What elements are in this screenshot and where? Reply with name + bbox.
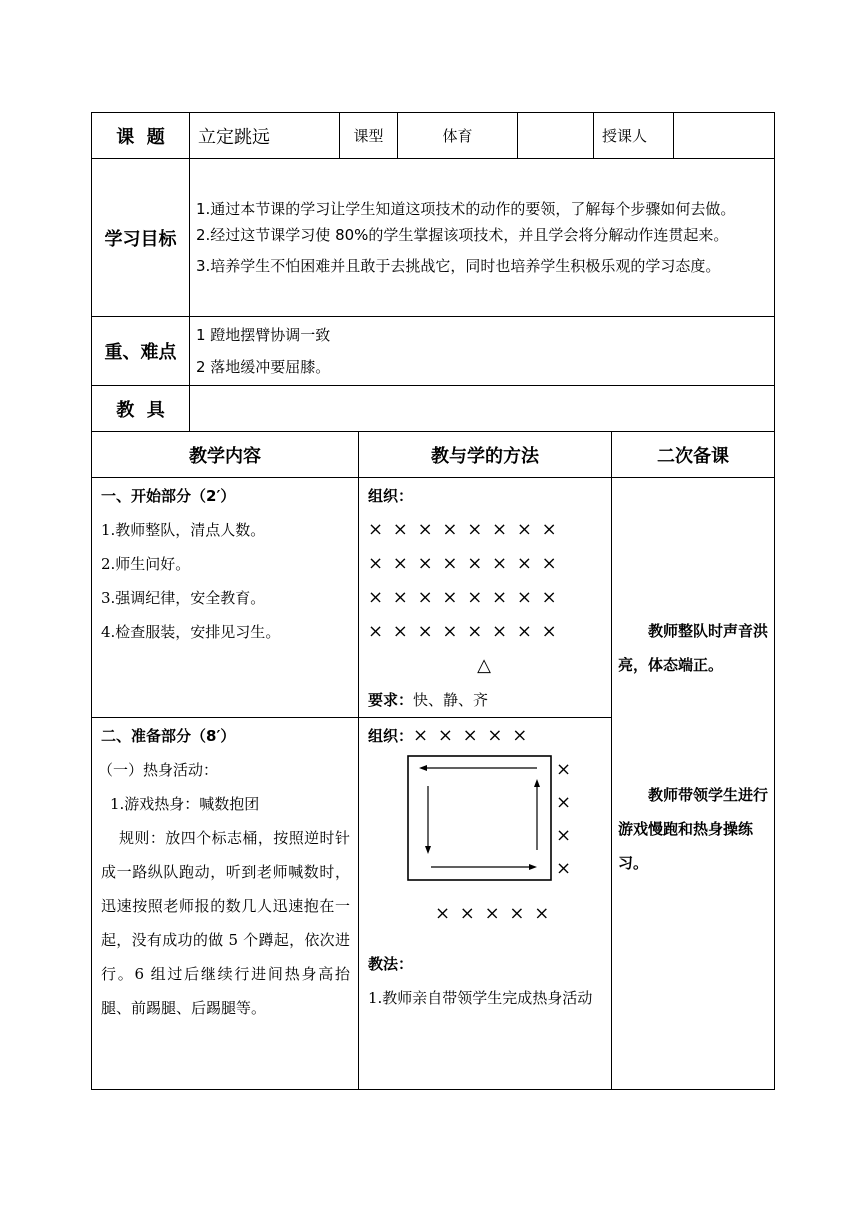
objectives-list <box>190 159 775 317</box>
key-points-label: 重、难点 <box>92 317 190 386</box>
part2-method-label: 教法： <box>368 955 414 973</box>
objective-item: 3.培养学生不怕困难并且敢于去挑战它，同时也培养学生积极乐观的学习态度。 <box>196 257 721 275</box>
objectives-label: 学习目标 <box>92 159 190 317</box>
revision-notes <box>612 478 775 1090</box>
topic-label: 课 题 <box>92 113 190 159</box>
student-row: × × × × × × × × <box>368 621 559 642</box>
student-row-top: × × × × × <box>413 725 530 746</box>
lesson-info-table <box>91 112 775 432</box>
part2-method <box>359 718 612 1090</box>
lesson-type-label: 课型 <box>340 113 398 159</box>
student-row-bottom: × × × × × <box>435 903 552 924</box>
side-cross-icon: × <box>556 825 572 846</box>
key-points-list <box>190 317 775 386</box>
part1-req-value: 快、静、齐 <box>413 691 489 709</box>
lesson-type-value: 体育 <box>398 113 518 159</box>
student-row: × × × × × × × × <box>368 587 559 608</box>
tools-value <box>190 386 775 432</box>
column-header-method: 教与学的方法 <box>359 432 612 478</box>
student-column-right <box>556 753 571 885</box>
topic-value: 立定跳远 <box>190 113 340 159</box>
teaching-process-table <box>91 431 775 1090</box>
teacher-label: 授课人 <box>594 113 674 159</box>
part1-item: 4.检查服装，安排见习生。 <box>101 623 281 641</box>
key-point-item: 2 落地缓冲要屈膝。 <box>196 358 331 376</box>
teacher-value <box>674 113 775 159</box>
part1-org-label: 组织： <box>368 487 414 505</box>
part2-method-item: 1.教师亲自带领学生完成热身活动 <box>368 989 593 1007</box>
side-cross-icon: × <box>556 759 572 780</box>
teacher-triangle-icon: △ <box>477 655 493 676</box>
blank-cell <box>518 113 594 159</box>
side-cross-icon: × <box>556 858 572 879</box>
part1-method <box>359 478 612 718</box>
side-cross-icon: × <box>556 792 572 813</box>
part2-org-label: 组织： <box>368 727 414 745</box>
student-row: × × × × × × × × <box>368 553 559 574</box>
student-row: × × × × × × × × <box>368 519 559 540</box>
part1-item: 3.强调纪律，安全教育。 <box>101 589 266 607</box>
objective-item: 2.经过这节课学习使 80%的学生掌握该项技术，并且学会将分解动作连贯起来。 <box>196 226 729 244</box>
objective-item: 1.通过本节课的学习让学生知道这项技术的动作的要领，了解每个步骤如何去做。 <box>196 200 736 218</box>
part1-item: 2.师生问好。 <box>101 555 191 573</box>
part2-subtitle: （一）热身活动： <box>98 761 219 779</box>
part1-note: 教师整队时声音洪亮，体态端正。 <box>618 622 769 674</box>
part2-content <box>92 718 359 1090</box>
column-header-revision: 二次备课 <box>612 432 775 478</box>
part2-item: 1.游戏热身：喊数抱团 <box>110 795 260 813</box>
running-route-diagram <box>359 753 611 897</box>
running-diagram <box>359 753 611 897</box>
part2-note: 教师带领学生进行游戏慢跑和热身操练习。 <box>618 786 769 872</box>
field-rect <box>408 756 551 880</box>
column-header-content: 教学内容 <box>92 432 359 478</box>
part1-item: 1.教师整队，清点人数。 <box>101 521 266 539</box>
tools-label: 教 具 <box>92 386 190 432</box>
part2-title: 二、准备部分（8′） <box>101 727 236 745</box>
part2-rules: 规则：放四个标志桶，按照逆时针成一路纵队跑动，听到老师喊数时，迅速按照老师报的数几人迅速抱在一起，没有成功的做 5 个蹲起，依次进行。6 组过后继续行进间热身高抬腿、前踢腿、后踢腿等。 <box>101 829 350 1017</box>
part1-content <box>92 478 359 718</box>
part1-title: 一、开始部分（2′） <box>101 487 236 505</box>
key-point-item: 1 蹬地摆臂协调一致 <box>196 326 331 344</box>
part1-req-label: 要求： <box>368 691 414 709</box>
